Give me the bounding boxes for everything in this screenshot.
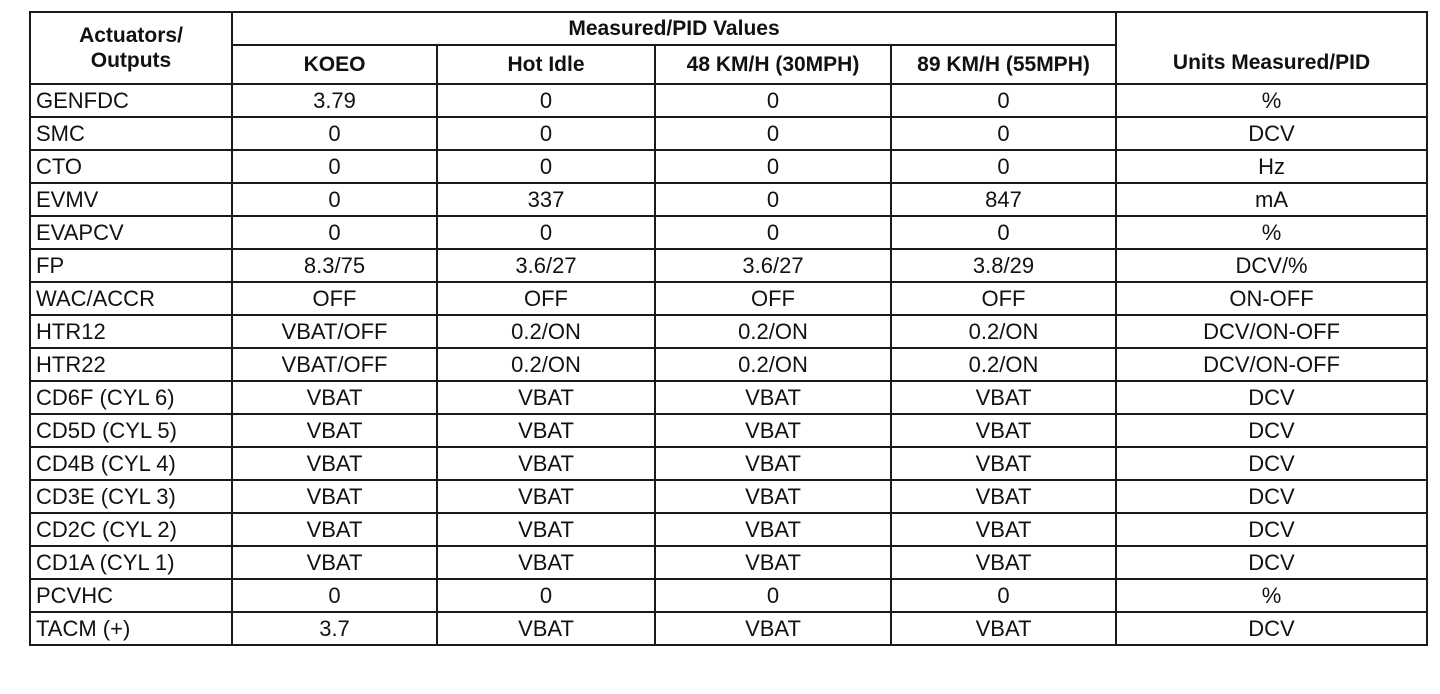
value-cell-48-kmh: VBAT bbox=[655, 480, 891, 513]
unit-cell: % bbox=[1116, 84, 1427, 117]
value-cell-hot-idle: VBAT bbox=[437, 414, 655, 447]
unit-cell: DCV bbox=[1116, 612, 1427, 645]
actuator-name-cell: CD1A (CYL 1) bbox=[30, 546, 232, 579]
value-cell-koeo: VBAT/OFF bbox=[232, 315, 437, 348]
value-cell-89-kmh: 0 bbox=[891, 150, 1116, 183]
table-body bbox=[30, 84, 1427, 645]
value-cell-89-kmh: 0 bbox=[891, 216, 1116, 249]
header-row-top bbox=[30, 12, 1427, 45]
actuator-name-cell: CTO bbox=[30, 150, 232, 183]
unit-cell: mA bbox=[1116, 183, 1427, 216]
table-row bbox=[30, 216, 1427, 249]
value-cell-hot-idle: 0 bbox=[437, 117, 655, 150]
unit-cell: % bbox=[1116, 216, 1427, 249]
unit-cell: DCV bbox=[1116, 513, 1427, 546]
table-row bbox=[30, 381, 1427, 414]
value-cell-48-kmh: VBAT bbox=[655, 381, 891, 414]
value-cell-89-kmh: VBAT bbox=[891, 546, 1116, 579]
value-cell-koeo: 0 bbox=[232, 579, 437, 612]
value-cell-hot-idle: VBAT bbox=[437, 546, 655, 579]
table-row bbox=[30, 84, 1427, 117]
actuators-header-line1: Actuators/ bbox=[79, 24, 183, 47]
value-cell-koeo: VBAT bbox=[232, 480, 437, 513]
pid-values-table-container bbox=[29, 11, 1426, 646]
value-cell-48-kmh: 0 bbox=[655, 150, 891, 183]
value-cell-89-kmh: VBAT bbox=[891, 480, 1116, 513]
actuator-name-cell: EVMV bbox=[30, 183, 232, 216]
value-cell-hot-idle: 0 bbox=[437, 216, 655, 249]
measured-pid-values-header: Measured/PID Values bbox=[232, 12, 1116, 45]
value-cell-89-kmh: 847 bbox=[891, 183, 1116, 216]
unit-cell: ON-OFF bbox=[1116, 282, 1427, 315]
table-row bbox=[30, 117, 1427, 150]
table-row bbox=[30, 513, 1427, 546]
unit-cell: Hz bbox=[1116, 150, 1427, 183]
value-cell-koeo: VBAT bbox=[232, 513, 437, 546]
value-cell-48-kmh: 0 bbox=[655, 183, 891, 216]
actuator-name-cell: CD6F (CYL 6) bbox=[30, 381, 232, 414]
value-cell-hot-idle: 3.6/27 bbox=[437, 249, 655, 282]
actuator-name-cell: PCVHC bbox=[30, 579, 232, 612]
value-cell-48-kmh: VBAT bbox=[655, 546, 891, 579]
value-cell-hot-idle: VBAT bbox=[437, 381, 655, 414]
value-cell-hot-idle: OFF bbox=[437, 282, 655, 315]
unit-cell: DCV bbox=[1116, 480, 1427, 513]
table-row bbox=[30, 183, 1427, 216]
value-cell-48-kmh: VBAT bbox=[655, 513, 891, 546]
actuator-name-cell: FP bbox=[30, 249, 232, 282]
value-cell-koeo: 0 bbox=[232, 150, 437, 183]
table-row bbox=[30, 546, 1427, 579]
value-cell-koeo: 0 bbox=[232, 183, 437, 216]
value-cell-koeo: VBAT bbox=[232, 414, 437, 447]
table-row bbox=[30, 348, 1427, 381]
pid-values-table bbox=[29, 11, 1428, 646]
value-cell-48-kmh: 0 bbox=[655, 579, 891, 612]
actuator-name-cell: SMC bbox=[30, 117, 232, 150]
value-cell-48-kmh: 0 bbox=[655, 84, 891, 117]
value-cell-89-kmh: OFF bbox=[891, 282, 1116, 315]
actuator-name-cell: CD4B (CYL 4) bbox=[30, 447, 232, 480]
value-cell-koeo: 3.7 bbox=[232, 612, 437, 645]
value-cell-hot-idle: VBAT bbox=[437, 513, 655, 546]
column-header-89-kmh: 89 KM/H (55MPH) bbox=[891, 45, 1116, 84]
value-cell-89-kmh: 0 bbox=[891, 579, 1116, 612]
value-cell-48-kmh: 0.2/ON bbox=[655, 348, 891, 381]
table-row bbox=[30, 447, 1427, 480]
value-cell-hot-idle: VBAT bbox=[437, 480, 655, 513]
value-cell-hot-idle: 0 bbox=[437, 579, 655, 612]
column-header-hot-idle: Hot Idle bbox=[437, 45, 655, 84]
unit-cell: DCV/ON-OFF bbox=[1116, 315, 1427, 348]
table-row bbox=[30, 414, 1427, 447]
unit-cell: DCV/ON-OFF bbox=[1116, 348, 1427, 381]
value-cell-hot-idle: VBAT bbox=[437, 612, 655, 645]
actuator-name-cell: GENFDC bbox=[30, 84, 232, 117]
value-cell-hot-idle: 337 bbox=[437, 183, 655, 216]
unit-cell: DCV/% bbox=[1116, 249, 1427, 282]
value-cell-89-kmh: VBAT bbox=[891, 414, 1116, 447]
value-cell-koeo: OFF bbox=[232, 282, 437, 315]
table-row bbox=[30, 480, 1427, 513]
actuators-outputs-header bbox=[30, 12, 232, 84]
value-cell-48-kmh: OFF bbox=[655, 282, 891, 315]
actuators-header-line2: Outputs bbox=[90, 49, 172, 72]
value-cell-koeo: 0 bbox=[232, 117, 437, 150]
actuator-name-cell: HTR12 bbox=[30, 315, 232, 348]
value-cell-hot-idle: 0 bbox=[437, 84, 655, 117]
value-cell-hot-idle: 0 bbox=[437, 150, 655, 183]
unit-cell: DCV bbox=[1116, 546, 1427, 579]
table-row bbox=[30, 315, 1427, 348]
table-row bbox=[30, 249, 1427, 282]
value-cell-48-kmh: 3.6/27 bbox=[655, 249, 891, 282]
actuator-name-cell: CD2C (CYL 2) bbox=[30, 513, 232, 546]
value-cell-hot-idle: 0.2/ON bbox=[437, 348, 655, 381]
value-cell-koeo: VBAT bbox=[232, 381, 437, 414]
value-cell-hot-idle: 0.2/ON bbox=[437, 315, 655, 348]
value-cell-89-kmh: VBAT bbox=[891, 612, 1116, 645]
value-cell-48-kmh: 0 bbox=[655, 117, 891, 150]
value-cell-48-kmh: VBAT bbox=[655, 447, 891, 480]
value-cell-koeo: VBAT bbox=[232, 447, 437, 480]
value-cell-89-kmh: 0 bbox=[891, 84, 1116, 117]
value-cell-89-kmh: 3.8/29 bbox=[891, 249, 1116, 282]
value-cell-hot-idle: VBAT bbox=[437, 447, 655, 480]
actuator-name-cell: EVAPCV bbox=[30, 216, 232, 249]
value-cell-89-kmh: VBAT bbox=[891, 513, 1116, 546]
value-cell-89-kmh: VBAT bbox=[891, 447, 1116, 480]
value-cell-48-kmh: 0 bbox=[655, 216, 891, 249]
column-header-48-kmh: 48 KM/H (30MPH) bbox=[655, 45, 891, 84]
unit-cell: DCV bbox=[1116, 414, 1427, 447]
unit-cell: DCV bbox=[1116, 117, 1427, 150]
value-cell-koeo: VBAT bbox=[232, 546, 437, 579]
value-cell-koeo: 3.79 bbox=[232, 84, 437, 117]
table-header bbox=[30, 12, 1427, 84]
unit-cell: % bbox=[1116, 579, 1427, 612]
actuator-name-cell: HTR22 bbox=[30, 348, 232, 381]
value-cell-89-kmh: VBAT bbox=[891, 381, 1116, 414]
value-cell-koeo: 0 bbox=[232, 216, 437, 249]
value-cell-89-kmh: 0 bbox=[891, 117, 1116, 150]
value-cell-koeo: VBAT/OFF bbox=[232, 348, 437, 381]
table-row bbox=[30, 150, 1427, 183]
unit-cell: DCV bbox=[1116, 381, 1427, 414]
actuator-name-cell: WAC/ACCR bbox=[30, 282, 232, 315]
column-header-koeo: KOEO bbox=[232, 45, 437, 84]
table-row bbox=[30, 612, 1427, 645]
value-cell-48-kmh: 0.2/ON bbox=[655, 315, 891, 348]
value-cell-48-kmh: VBAT bbox=[655, 612, 891, 645]
value-cell-48-kmh: VBAT bbox=[655, 414, 891, 447]
value-cell-89-kmh: 0.2/ON bbox=[891, 348, 1116, 381]
table-row bbox=[30, 579, 1427, 612]
actuator-name-cell: CD5D (CYL 5) bbox=[30, 414, 232, 447]
table-row bbox=[30, 282, 1427, 315]
value-cell-koeo: 8.3/75 bbox=[232, 249, 437, 282]
actuator-name-cell: TACM (+) bbox=[30, 612, 232, 645]
units-measured-pid-header: Units Measured/PID bbox=[1116, 12, 1427, 84]
value-cell-89-kmh: 0.2/ON bbox=[891, 315, 1116, 348]
unit-cell: DCV bbox=[1116, 447, 1427, 480]
actuator-name-cell: CD3E (CYL 3) bbox=[30, 480, 232, 513]
